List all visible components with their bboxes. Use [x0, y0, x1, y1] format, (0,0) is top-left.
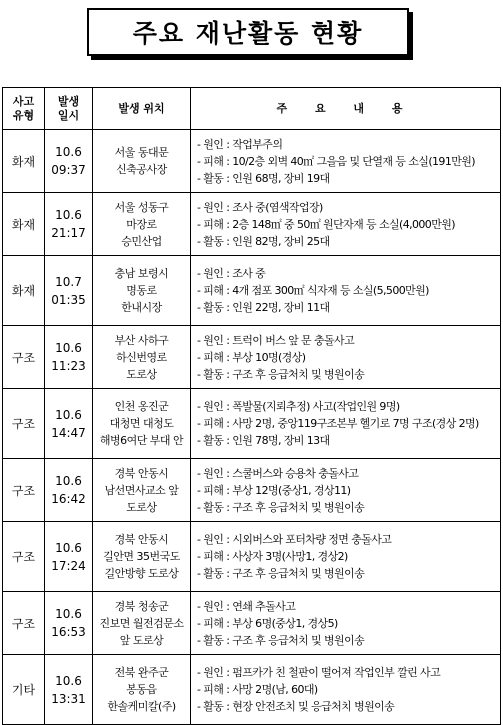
incident-type-cell: 화재	[3, 193, 45, 256]
date-text: 10.6	[55, 208, 82, 222]
incident-type-cell: 구조	[3, 522, 45, 592]
time-text: 01:35	[51, 292, 86, 307]
incident-type-cell: 화재	[3, 130, 45, 193]
details-cell	[191, 326, 501, 389]
details-cell	[191, 522, 501, 592]
location-cell	[93, 592, 191, 655]
location-line: 마장로	[126, 217, 157, 231]
time-text: 16:42	[51, 492, 86, 506]
location-line: 한솔케미칼(주)	[107, 700, 176, 713]
location-line: 충남 보령시	[114, 267, 169, 280]
time-text: 13:31	[51, 691, 86, 706]
details-cell	[191, 193, 501, 256]
location-line: 신축공사장	[116, 163, 167, 176]
location-cell	[93, 655, 191, 725]
cause-line: - 원인 : 연쇄 추돌사고	[197, 599, 296, 613]
location-line: 서울 동대문	[114, 146, 169, 159]
datetime-cell	[45, 655, 93, 725]
time-text: 21:17	[51, 226, 86, 240]
location-line: 앞 도로상	[119, 633, 164, 647]
table-row	[3, 592, 501, 655]
header-datetime-line1: 발생	[57, 94, 80, 108]
date-text: 10.6	[55, 145, 82, 159]
datetime-cell	[45, 326, 93, 389]
activity-line: - 활동 : 인원 22명, 장비 11대	[197, 301, 330, 314]
location-cell	[93, 389, 191, 459]
location-line: 대청면 대청도	[109, 417, 174, 430]
table-row	[3, 389, 501, 459]
header-type-line2: 유형	[12, 108, 35, 122]
activity-line: - 활동 : 구조 후 응급처치 및 병원이송	[197, 500, 365, 514]
location-line: 한내시장	[121, 301, 162, 314]
table-row	[3, 256, 501, 326]
cause-line: - 원인 : 폭발물(지뢰추정) 사고(작업인원 9명)	[197, 400, 400, 413]
table-row	[3, 326, 501, 389]
table-row	[3, 522, 501, 592]
activity-line: - 활동 : 인원 68명, 장비 19대	[197, 171, 330, 185]
time-text: 09:37	[51, 163, 86, 177]
location-cell	[93, 130, 191, 193]
header-location: 발생 위치	[93, 88, 191, 130]
activity-line: - 활동 : 구조 후 응급처치 및 병원이송	[197, 633, 365, 647]
activity-line: - 활동 : 구조 후 응급처치 및 병원이송	[197, 567, 365, 580]
damage-line: - 피해 : 4개 점포 300㎡ 식자재 등 소실(5,500만원)	[197, 284, 429, 297]
cause-line: - 원인 : 시외버스와 포터차량 정면 충돌사고	[197, 533, 392, 546]
location-line: 해병6여단 부대 안	[99, 434, 184, 447]
incident-type-cell: 기타	[3, 655, 45, 725]
damage-line: - 피해 : 2층 148㎡ 중 50㎡ 원단자재 등 소실(4,000만원)	[197, 217, 455, 231]
incident-type-cell: 구조	[3, 389, 45, 459]
location-line: 전북 완주군	[114, 666, 169, 679]
location-line: 서울 성동구	[114, 200, 169, 214]
location-line: 명동로	[126, 284, 157, 297]
date-text: 10.6	[55, 673, 82, 688]
time-text: 16:53	[51, 625, 86, 639]
header-type-line1: 사고	[12, 94, 35, 108]
incident-type-cell: 화재	[3, 256, 45, 326]
details-cell	[191, 459, 501, 522]
datetime-cell	[45, 130, 93, 193]
header-datetime-line2: 일시	[57, 108, 80, 122]
details-cell	[191, 389, 501, 459]
location-line: 남선면사교소 앞	[104, 483, 179, 497]
datetime-cell	[45, 459, 93, 522]
time-text: 17:24	[51, 558, 86, 573]
datetime-cell	[45, 193, 93, 256]
location-cell	[93, 326, 191, 389]
cause-line: - 원인 : 조사 중	[197, 267, 266, 280]
damage-line: - 피해 : 부상 6명(중상1, 경상5)	[197, 616, 338, 630]
datetime-cell	[45, 522, 93, 592]
date-text: 10.6	[55, 474, 82, 488]
location-cell	[93, 522, 191, 592]
details-cell	[191, 256, 501, 326]
location-line: 인천 옹진군	[114, 400, 169, 413]
incident-type-cell: 구조	[3, 592, 45, 655]
cause-line: - 원인 : 작업부주의	[197, 137, 283, 151]
details-cell	[191, 655, 501, 725]
location-line: 길안방향 도로상	[104, 567, 179, 580]
location-line: 도로상	[126, 367, 157, 381]
damage-line: - 피해 : 10/2층 외벽 40㎡ 그을음 및 단열재 등 소실(191만원)	[197, 154, 475, 168]
date-text: 10.7	[55, 274, 82, 289]
activity-line: - 활동 : 인원 78명, 장비 13대	[197, 434, 330, 447]
details-cell	[191, 592, 501, 655]
time-text: 14:47	[51, 425, 86, 440]
location-line: 봉동읍	[126, 683, 157, 696]
cause-line: - 원인 : 조사 중(염색작업장)	[197, 200, 323, 214]
header-details-label: 주 요 내 용	[276, 101, 415, 115]
header-incident-type	[3, 88, 45, 130]
location-line: 승민산업	[121, 234, 162, 248]
table-row	[3, 193, 501, 256]
datetime-cell	[45, 256, 93, 326]
details-cell	[191, 130, 501, 193]
activity-line: - 활동 : 인원 82명, 장비 25대	[197, 234, 330, 248]
cause-line: - 원인 : 스쿨버스와 승용차 충돌사고	[197, 466, 359, 480]
datetime-cell	[45, 592, 93, 655]
cause-line: - 원인 : 펌프카가 친 철판이 떨어져 작업인부 깔린 사고	[197, 666, 441, 679]
location-cell	[93, 193, 191, 256]
time-text: 11:23	[51, 359, 86, 373]
date-text: 10.6	[55, 607, 82, 621]
damage-line: - 피해 : 부상 12명(중상1, 경상11)	[197, 483, 351, 497]
location-cell	[93, 459, 191, 522]
activity-line: - 활동 : 현장 안전조치 및 응급처치 병원이송	[197, 700, 395, 713]
location-line: 경북 청송군	[114, 599, 169, 613]
location-line: 경북 안동시	[114, 533, 169, 546]
header-occurrence-datetime	[45, 88, 93, 130]
incident-type-cell: 구조	[3, 459, 45, 522]
date-text: 10.6	[55, 540, 82, 555]
header-details	[191, 88, 501, 130]
table-row	[3, 655, 501, 725]
location-line: 길안면 35번국도	[103, 550, 180, 563]
datetime-cell	[45, 389, 93, 459]
date-text: 10.6	[55, 407, 82, 422]
table-row	[3, 130, 501, 193]
damage-line: - 피해 : 사상자 3명(사망1, 경상2)	[197, 550, 348, 563]
damage-line: - 피해 : 부상 10명(경상)	[197, 350, 306, 364]
damage-line: - 피해 : 사망 2명(남, 60대)	[197, 683, 318, 696]
location-line: 진보면 월전검문소	[99, 616, 184, 630]
location-line: 하신번영로	[116, 350, 167, 364]
table-header-row	[3, 88, 501, 130]
table-body	[3, 130, 501, 725]
date-text: 10.6	[55, 341, 82, 355]
location-line: 도로상	[126, 500, 157, 514]
damage-line: - 피해 : 사망 2명, 중앙119구조본부 헬기로 7명 구조(경상 2명)	[197, 417, 479, 430]
disaster-activity-table	[2, 87, 501, 725]
activity-line: - 활동 : 구조 후 응급처치 및 병원이송	[197, 367, 365, 381]
location-line: 경북 안동시	[114, 466, 169, 480]
cause-line: - 원인 : 트럭이 버스 앞 문 충돌사고	[197, 333, 355, 347]
incident-type-cell: 구조	[3, 326, 45, 389]
location-cell	[93, 256, 191, 326]
location-line: 부산 사하구	[114, 333, 169, 347]
table-row	[3, 459, 501, 522]
document-title: 주요 재난활동 현황	[87, 8, 409, 56]
